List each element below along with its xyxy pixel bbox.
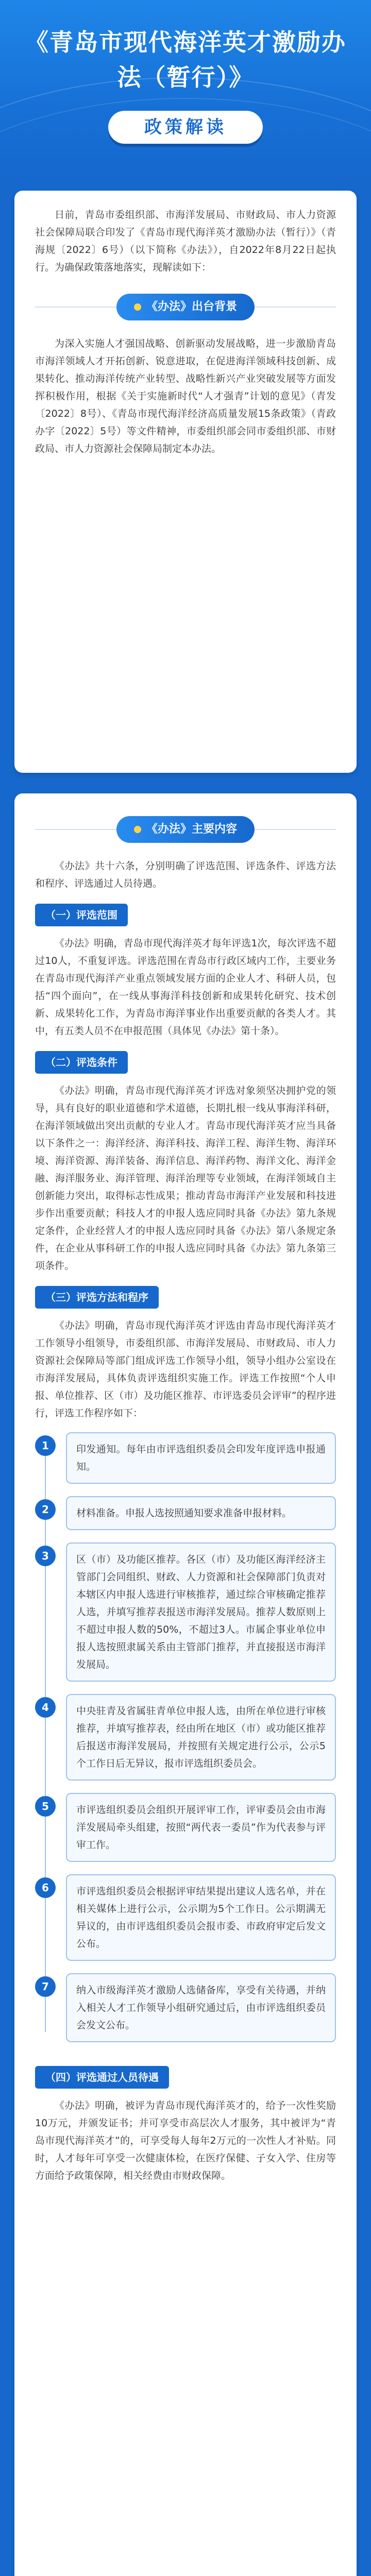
step-box	[66, 1496, 336, 1530]
step-box	[66, 1543, 336, 1682]
step-text: 市评选组织委员会根据评审结果提出建议人选名单，并在相关媒体上进行公示，公示期为5个工作日。公示期满无异议的，由市评选组织委员会报市委、市政府审定后发文公布。	[76, 1886, 326, 1950]
bullet-dot-icon	[134, 826, 141, 833]
background-paragraph: 为深入实施人才强国战略、创新驱动发展战略，进一步激励青岛市海洋领域人才开拓创新、锐意进取，在促进海洋领域科技创新、成果转化、推动海洋传统产业转型、战略性新兴产业突破发展等方面发挥积极作用，根据《关于实施新时代“人才强青”计划的意见》（青发〔2022〕8号）、《青岛市现代海洋经济高质量发展15条政策》（青政办字〔2022〕5号）等文件精神，市委组织部会同市委组织部、市财政局、市人力资源社会保障局制定本办法。	[35, 338, 336, 454]
procedure-step	[35, 1874, 336, 1961]
intro-paragraph: 日前，青岛市委组织部、市海洋发展局、市财政局、市人力资源社会保障局联合印发了《青岛市现代海洋英才激励办法（暂行）》（青海规〔2022〕6号）（以下简称《办法》），自2022年8月22日起执行。为确保政策落地落实，现解读如下：	[35, 209, 336, 273]
procedure-step	[35, 1694, 336, 1781]
subsection-heading: （四）评选通过人员待遇	[35, 2066, 169, 2089]
step-number: 4	[35, 1697, 56, 1718]
step-number: 2	[35, 1499, 56, 1520]
step-box	[66, 1874, 336, 1961]
section-header	[35, 292, 336, 323]
scope-paragraph: 《办法》明确，青岛市现代海洋英才每年评选1次，每次评选不超过10人，不重复评选。评选范围在青岛市行政区域内工作，主要业务在青岛市现代海洋产业重点领域发展方面的企业人才、科研人员，包括“四个面向”，在一线从事海洋科技创新和成果转化研究、技术创新、成果转化工作，为青岛市海洋事业作出重要贡献的各类人才。其中，有五类人员不在申报范围（具体见《办法》第十条）。	[35, 938, 336, 1037]
step-text: 中央驻青及省属驻青单位申报人选，由所在单位进行审核推荐，并填写推荐表，经由所在地区（市）或功能区推荐后报送市海洋发展局，并按照有关规定进行公示，公示5个工作日后无异议，报市评选组织委员会。	[76, 1705, 326, 1769]
main-content-card	[14, 793, 357, 2576]
subsection-heading: （二）评选条件	[35, 1051, 128, 1074]
step-text: 纳入市级海洋英才激励人选储备库，享受有关待遇，并纳入相关人才工作领导小组研究通过后，由市评选组织委员会发文公布。	[76, 1985, 326, 2031]
subsection-heading: （三）评选方法和程序	[35, 1286, 159, 1309]
step-number: 3	[35, 1546, 56, 1566]
step-box	[66, 1793, 336, 1862]
procedure-step	[35, 1793, 336, 1862]
procedure-step	[35, 1543, 336, 1682]
step-number: 7	[35, 1976, 56, 1997]
section-label	[116, 294, 255, 320]
section-label	[116, 816, 255, 843]
procedure-step	[35, 1432, 336, 1484]
step-text: 材料准备。申报人选按照通知要求准备申报材料。	[76, 1507, 292, 1519]
section-label-text: 《办法》主要内容	[146, 823, 238, 836]
procedure-steps	[35, 1432, 336, 2042]
step-text: 市评选组织委员会组织开展评审工作，评审委员会由市海洋发展局牵头组建，按照“两代表一委员”作为代表参与评审工作。	[76, 1804, 326, 1851]
step-number: 1	[35, 1435, 56, 1456]
bullet-dot-icon	[134, 303, 141, 311]
step-box	[66, 1694, 336, 1781]
subsection-heading: （一）评选范围	[35, 904, 128, 926]
policy-interpretation-badge: 政策解读	[108, 111, 263, 144]
page-title: 《青岛市现代海洋英才激励办法（暂行）》	[25, 28, 346, 91]
step-box	[66, 1432, 336, 1484]
overview-paragraph: 《办法》共十六条，分别明确了评选范围、评选条件、评选方法和程序、评选通过人员待遇。	[35, 860, 336, 889]
intro-card	[14, 191, 357, 773]
section-label-text: 《办法》出台背景	[146, 300, 238, 313]
step-text: 印发通知。每年由市评选组织委员会印发年度评选申报通知。	[76, 1444, 326, 1472]
step-number: 6	[35, 1877, 56, 1898]
section-header	[35, 814, 336, 845]
header-banner	[0, 0, 371, 180]
procedure-step	[35, 1496, 336, 1530]
procedure-paragraph: 《办法》明确，青岛市现代海洋英才评选由青岛市现代海洋英才工作领导小组领导，市委组织部、市海洋发展局、市财政局、市人力资源社会保障局等部门组成评选工作领导小组，领导小组办公室设在市海洋发展局，具体负责评选组织实施工作。评选工作按照“个人申报、单位推荐、区（市）及功能区推荐、市评选委员会评审”的程序进行，评选工作程序如下：	[35, 1320, 336, 1419]
step-number: 5	[35, 1796, 56, 1817]
conditions-paragraph: 《办法》明确，青岛市现代海洋英才评选对象须坚决拥护党的领导，具有良好的职业道德和学术道德，长期扎根一线从事海洋科研，在海洋领域做出突出贡献的专业人才。青岛市现代海洋英才应当具备以下条件之一：海洋经济、海洋科技、海洋工程、海洋生物、海洋环境、海洋资源、海洋装备、海洋信息、海洋药物、海洋文化、海洋金融、海洋服务业、海洋管理、海洋治理等专业领域，在海洋领域自主创新能力突出，取得标志性成果；推动青岛市海洋产业发展和科技进步作出重要贡献；科技人才的申报人选应同时具备《办法》第九条规定条件，企业经营人才的申报人选应同时具备《办法》第八条规定条件，在企业从事科研工作的申报人选应同时具备《办法》第九条第三项条件。	[35, 1085, 336, 1272]
benefits-paragraph: 《办法》明确，被评为青岛市现代海洋英才的，给予一次性奖励10万元，并颁发证书；并可享受市高层次人才服务，其中被评为“青岛市现代海洋英才”的，可享受每人每年2万元的一次性人才补贴。同时，人才每年可享受一次健康体检，在医疗保健、子女入学、住房等方面给予政策保障，相关经费由市财政保障。	[35, 2100, 336, 2181]
step-text: 区（市）及功能区推荐。各区（市）及功能区海洋经济主管部门会同组织、财政、人力资源和社会保障部门负责对本辖区内申报人选进行审核推荐，通过综合审核确定推荐人选，并填写推荐表报送市海洋发展局。推荐人数原则上不超过申报人数的50%，不超过3人。市属企事业单位申报人选按照隶属关系由主管部门推荐，并直接报送市海洋发展局。	[76, 1554, 326, 1670]
step-box	[66, 1973, 336, 2042]
procedure-step	[35, 1973, 336, 2042]
